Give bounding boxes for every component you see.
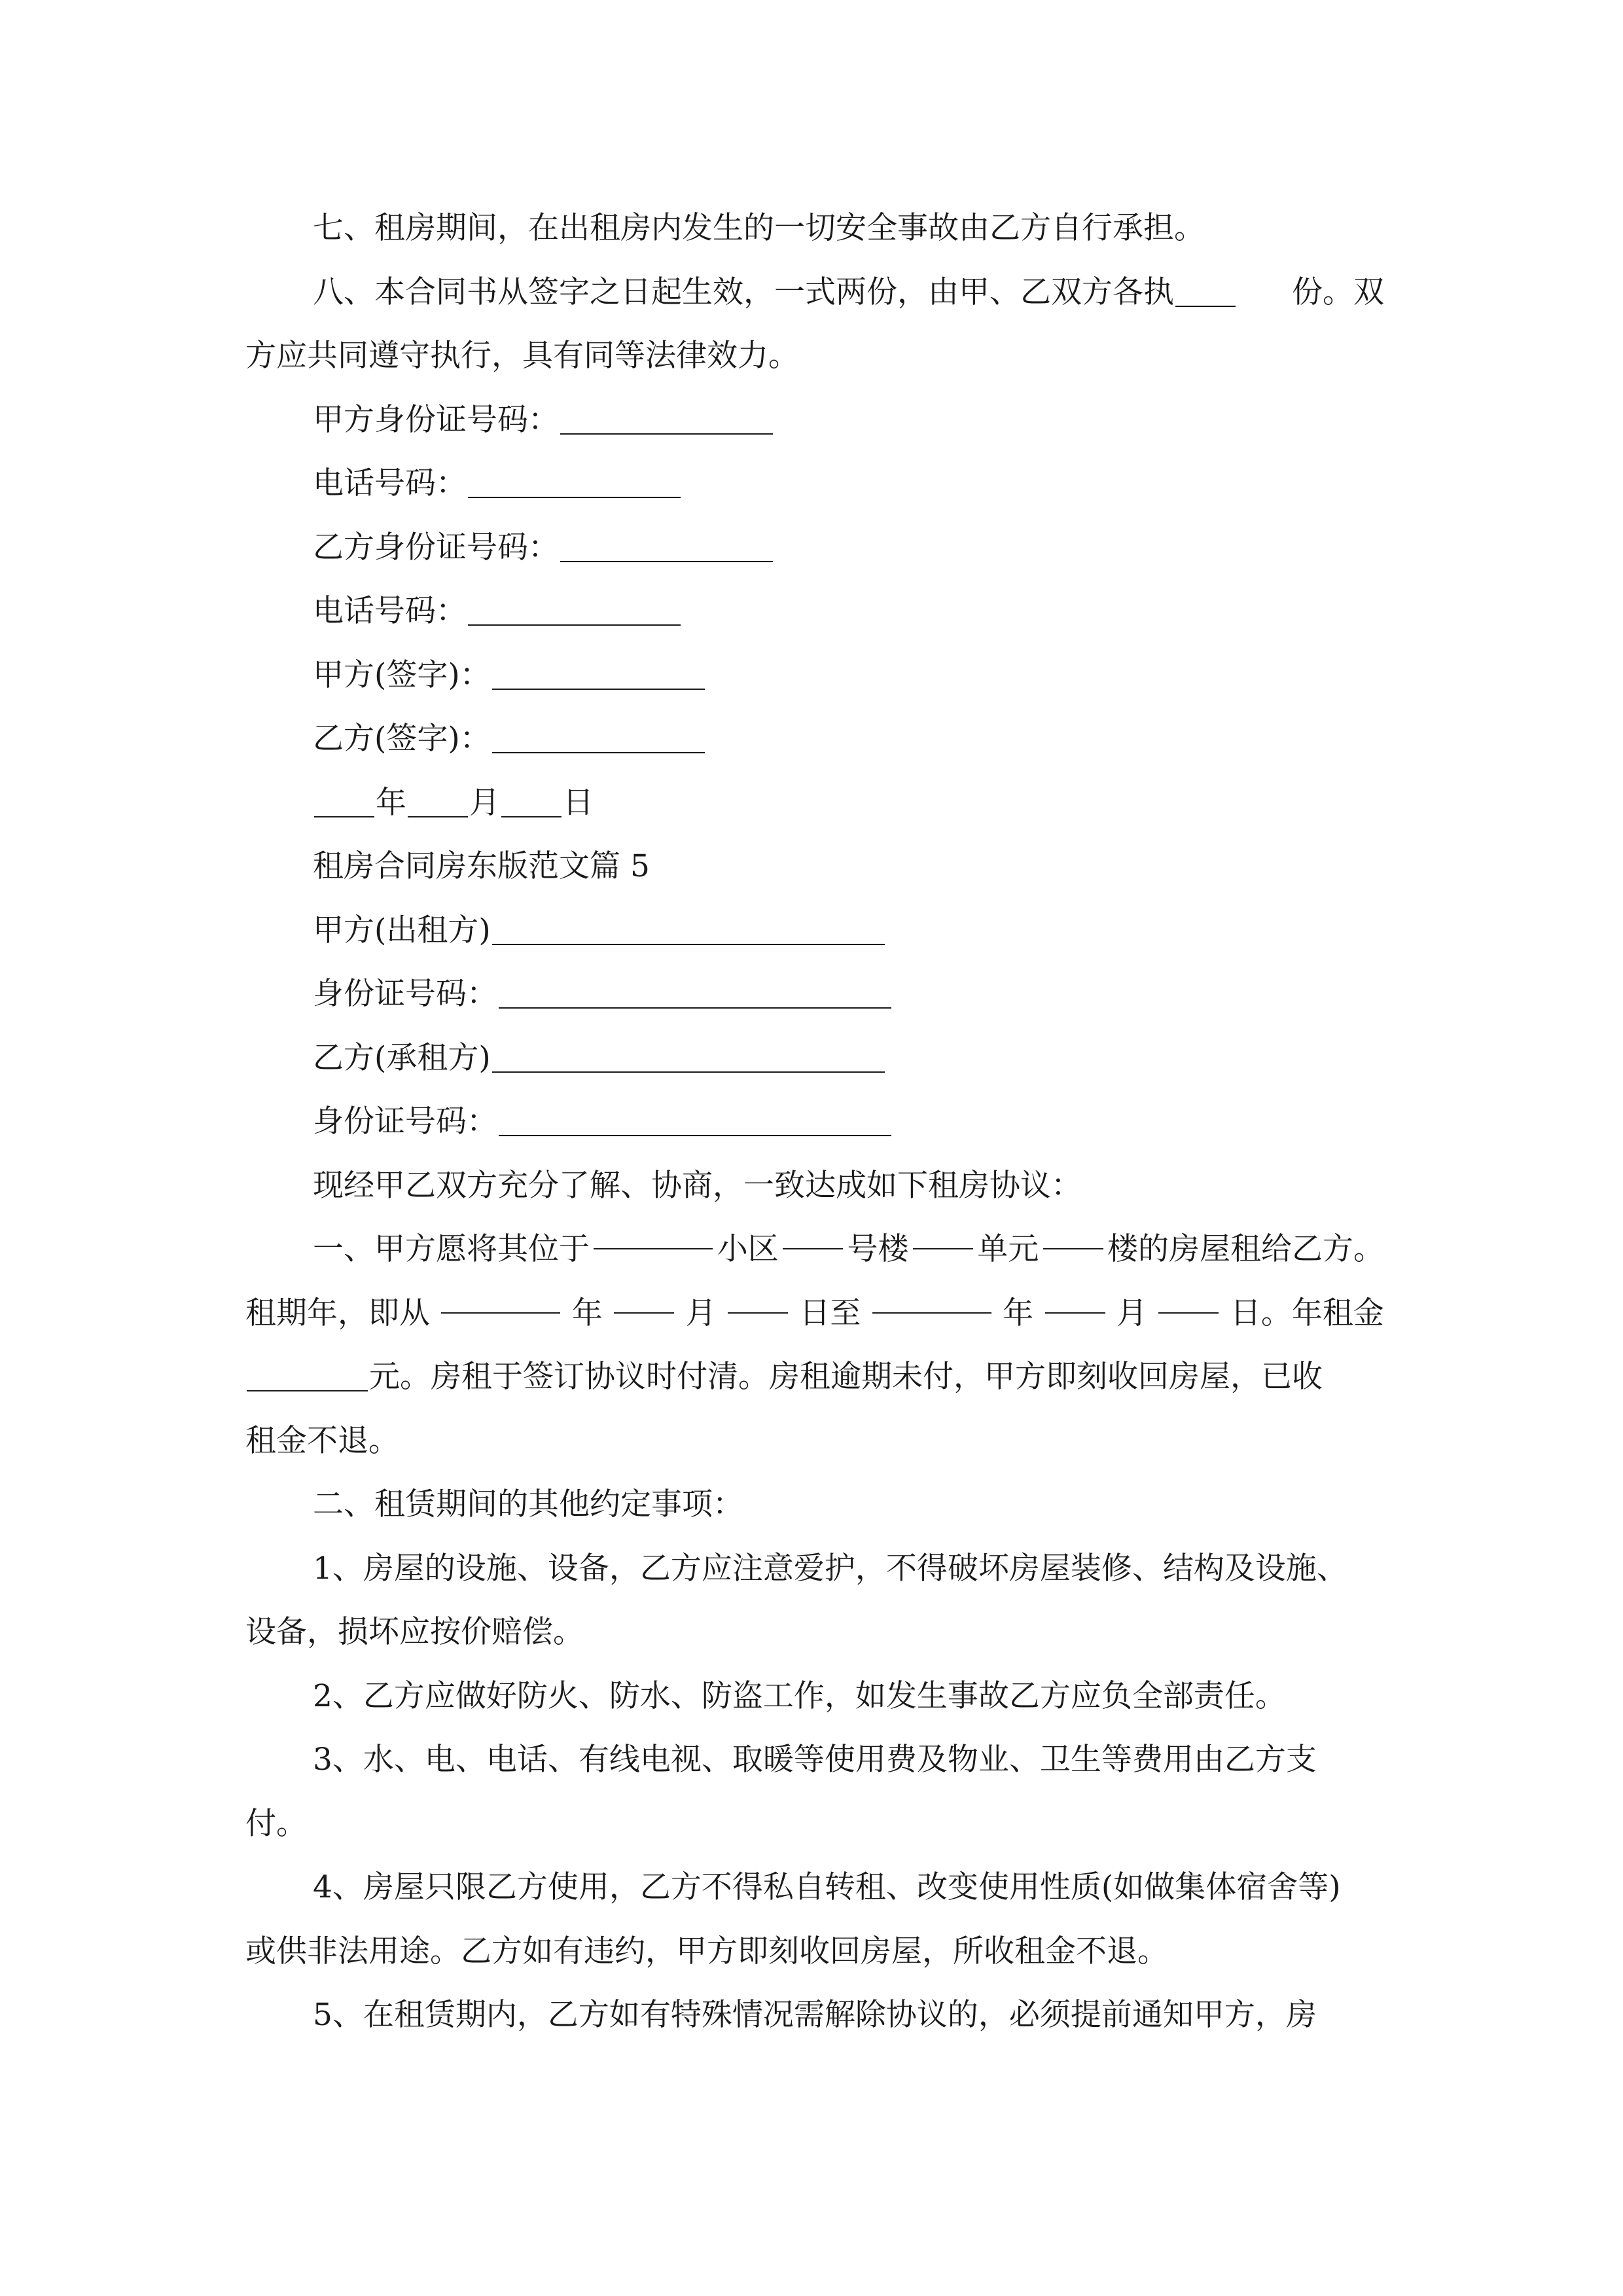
blank-party-b-signature (492, 721, 705, 753)
clause-2-4-line1: 4、房屋只限乙方使用，乙方不得私自转租、改变使用性质(如做集体宿舍等) (313, 1869, 1341, 1905)
date-field: 年 月 日 (245, 771, 1384, 835)
lessor-id-field: 身份证号码： (245, 962, 1384, 1026)
blank-party-a-id (560, 403, 773, 435)
clause-1-line1: 一、甲方愿将其位于 小区 号楼 单元 楼的房屋租给乙方。 (245, 1217, 1384, 1282)
clause-7: 七、租房期间，在出租房内发生的一切安全事故由乙方自行承担。 (313, 210, 1205, 246)
blank-annual-rent (247, 1359, 368, 1391)
blank-location (594, 1217, 713, 1249)
clause-2-3-line2: 付。 (245, 1805, 307, 1842)
party-a-id-field: 甲方身份证号码： (245, 388, 1384, 452)
clause-1-line3: 元。房租于签订协议时付清。房租逾期未付，甲方即刻收回房屋，已收 (245, 1345, 1384, 1409)
clause-2-3-line1: 3、水、电、电话、有线电视、取暖等使用费及物业、卫生等费用由乙方支 (313, 1742, 1317, 1778)
blank-phone-2 (468, 594, 681, 626)
clause-2-1-line1: 1、房屋的设施、设备，乙方应注意爱护，不得破坏房屋装修、结构及设施、 (313, 1550, 1347, 1587)
blank-party-a-signature (492, 658, 705, 690)
intro-paragraph: 现经甲乙双方充分了解、协商，一致达成如下租房协议： (313, 1167, 1082, 1204)
clause-8-line1: 八、本合同书从签字之日起生效，一式两份，由甲、乙双方各执 份。双 (313, 274, 1384, 310)
section-heading: 租房合同房东版范文篇 5 (313, 848, 650, 884)
clause-2-5-line1: 5、在租赁期内，乙方如有特殊情况需解除协议的，必须提前通知甲方，房 (313, 1997, 1317, 2033)
blank-lessor (492, 913, 885, 945)
clause-1-line2: 租期年，即从 年 月 日至 年 月 日。年租金 (245, 1282, 1384, 1346)
party-b-id-field: 乙方身份证号码： (245, 516, 1384, 580)
lessee-field: 乙方(承租方) (245, 1026, 1384, 1090)
clause-2-title: 二、租赁期间的其他约定事项： (313, 1486, 743, 1522)
lessee-id-field: 身份证号码： (245, 1090, 1384, 1154)
clause-1-line4: 租金不退。 (245, 1422, 399, 1459)
clause-2-4-line2: 或供非法用途。乙方如有违约，甲方即刻收回房屋，所收租金不退。 (245, 1933, 1168, 1969)
phone-field-1: 电话号码： (245, 452, 1384, 516)
blank-floor (1043, 1217, 1103, 1249)
clause-2-1-line2: 设备，损坏应按价赔偿。 (245, 1614, 584, 1650)
clause-2-2: 2、乙方应做好防火、防水、防盗工作，如发生事故乙方应负全部责任。 (313, 1677, 1286, 1714)
blank-lessor-id (499, 977, 891, 1009)
party-b-signature-field: 乙方(签字)： (245, 707, 1384, 771)
blank-lessee-id (499, 1104, 891, 1136)
blank-copies (1175, 275, 1236, 307)
party-a-signature-field: 甲方(签字)： (245, 643, 1384, 708)
blank-party-b-id (560, 530, 773, 562)
blank-unit (913, 1217, 973, 1249)
clause-8-line2: 方应共同遵守执行，具有同等法律效力。 (245, 338, 799, 374)
phone-field-2: 电话号码： (245, 579, 1384, 643)
blank-lessee (492, 1041, 885, 1073)
blank-building (783, 1217, 843, 1249)
lessor-field: 甲方(出租方) (245, 899, 1384, 963)
blank-phone-1 (468, 466, 681, 498)
document-page (245, 196, 1384, 2047)
